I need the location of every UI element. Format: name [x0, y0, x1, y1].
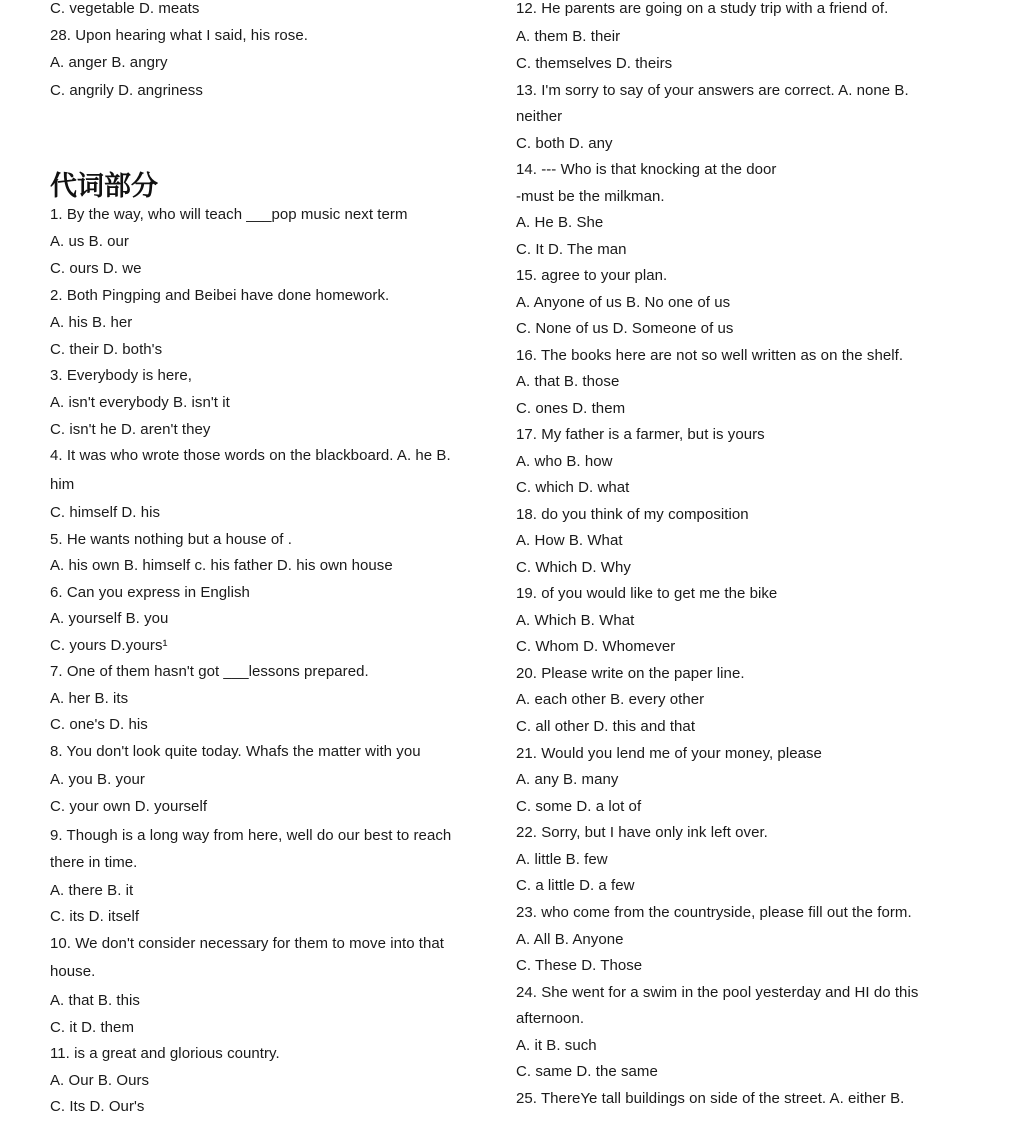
question-line: 13. I'm sorry to say of your answers are correct. A. none B. — [516, 82, 909, 99]
option-line: A. there B. it — [50, 882, 134, 899]
option-line: C. your own D. yourself — [50, 798, 208, 815]
option-line: A. her B. its — [50, 690, 129, 707]
question-line: 17. My father is a farmer, but is yours — [516, 426, 765, 443]
option-line: A. All B. Anyone — [516, 931, 624, 948]
option-line: A. them B. their — [516, 28, 621, 45]
question-line: 11. is a great and glorious country. — [50, 1045, 280, 1062]
option-line: A. us B. our — [50, 233, 129, 250]
option-line: C. both D. any — [516, 135, 613, 152]
option-line: A. his B. her — [50, 314, 133, 331]
option-line: A. yourself B. you — [50, 610, 169, 627]
option-line: C. ones D. them — [516, 400, 626, 417]
question-line: 21. Would you lend me of your money, please — [516, 745, 822, 762]
option-line: C. some D. a lot of — [516, 798, 642, 815]
section-heading: 代词部分 — [50, 171, 158, 202]
option-line: C. Which D. Why — [516, 559, 631, 576]
question-line: 5. He wants nothing but a house of . — [50, 531, 292, 548]
option-line: A. it B. such — [516, 1037, 597, 1054]
question-line: 12. He parents are going on a study trip with a friend of. — [516, 0, 889, 17]
option-line: C. Its D. Our's — [50, 1098, 145, 1115]
text-line: A. anger B. angry — [50, 54, 168, 71]
option-line: C. themselves D. theirs — [516, 55, 673, 72]
option-line: A. Anyone of us B. No one of us — [516, 294, 731, 311]
option-line: A. Our B. Ours — [50, 1072, 150, 1089]
option-line: C. himself D. his — [50, 504, 161, 521]
question-line: 14. --- Who is that knocking at the door — [516, 161, 777, 178]
question-line: 8. You don't look quite today. Whafs the matter with you — [50, 743, 421, 760]
question-line-continuation: -must be the milkman. — [516, 188, 665, 205]
question-line-continuation: afternoon. — [516, 1010, 585, 1027]
option-line: C. same D. the same — [516, 1063, 658, 1080]
text-line: 28. Upon hearing what I said, his rose. — [50, 27, 308, 44]
option-line: C. which D. what — [516, 479, 630, 496]
question-line: 15. agree to your plan. — [516, 267, 668, 284]
option-line: A. you B. your — [50, 771, 145, 788]
question-line: 16. The books here are not so well written as on the shelf. — [516, 347, 904, 364]
question-line: 6. Can you express in English — [50, 584, 250, 601]
option-line: A. little B. few — [516, 851, 608, 868]
option-line: A. He B. She — [516, 214, 604, 231]
question-line: 2. Both Pingping and Beibei have done homework. — [50, 287, 390, 304]
question-line: 23. who come from the countryside, please fill out the form. — [516, 904, 912, 921]
option-line: C. ours D. we — [50, 260, 142, 277]
question-line: 20. Please write on the paper line. — [516, 665, 745, 682]
text-line: C. angrily D. angriness — [50, 82, 203, 99]
question-line: 22. Sorry, but I have only ink left over. — [516, 824, 768, 841]
option-line: A. Which B. What — [516, 612, 635, 629]
question-line: 10. We don't consider necessary for them to move into that — [50, 935, 445, 952]
question-line: 24. She went for a swim in the pool yesterday and HI do this — [516, 984, 919, 1001]
question-line: 3. Everybody is here, — [50, 367, 192, 384]
question-line-continuation: him — [50, 476, 75, 493]
question-line: 7. One of them hasn't got ___lessons prepared. — [50, 663, 369, 680]
option-line: C. a little D. a few — [516, 877, 635, 894]
option-line: C. isn't he D. aren't they — [50, 421, 211, 438]
option-line: A. each other B. every other — [516, 691, 705, 708]
question-line: 18. do you think of my composition — [516, 506, 749, 523]
option-line: C. their D. both's — [50, 341, 163, 358]
option-line: C. These D. Those — [516, 957, 643, 974]
option-line: A. that B. this — [50, 992, 140, 1009]
option-line: C. It D. The man — [516, 241, 627, 258]
question-line-continuation: neither — [516, 108, 563, 125]
option-line: C. None of us D. Someone of us — [516, 320, 734, 337]
option-line: A. who B. how — [516, 453, 613, 470]
option-line: C. yours D.yours¹ — [50, 637, 168, 654]
option-line: A. that B. those — [516, 373, 620, 390]
question-line: 9. Though is a long way from here, well do our best to reach — [50, 827, 452, 844]
option-line: C. all other D. this and that — [516, 718, 696, 735]
question-line: 25. ThereYe tall buildings on side of the street. A. either B. — [516, 1090, 905, 1107]
question-line: 4. It was who wrote those words on the blackboard. A. he B. — [50, 447, 451, 464]
option-line: A. How B. What — [516, 532, 623, 549]
option-line: A. his own B. himself c. his father D. his own house — [50, 557, 393, 574]
text-line: C. vegetable D. meats — [50, 0, 200, 17]
question-line-continuation: there in time. — [50, 854, 138, 871]
question-line: 19. of you would like to get me the bike — [516, 585, 778, 602]
option-line: A. isn't everybody B. isn't it — [50, 394, 230, 411]
option-line: C. its D. itself — [50, 908, 140, 925]
option-line: A. any B. many — [516, 771, 619, 788]
option-line: C. it D. them — [50, 1019, 134, 1036]
option-line: C. Whom D. Whomever — [516, 638, 676, 655]
question-line: 1. By the way, who will teach ___pop music next term — [50, 206, 408, 223]
option-line: C. one's D. his — [50, 716, 148, 733]
question-line-continuation: house. — [50, 963, 96, 980]
